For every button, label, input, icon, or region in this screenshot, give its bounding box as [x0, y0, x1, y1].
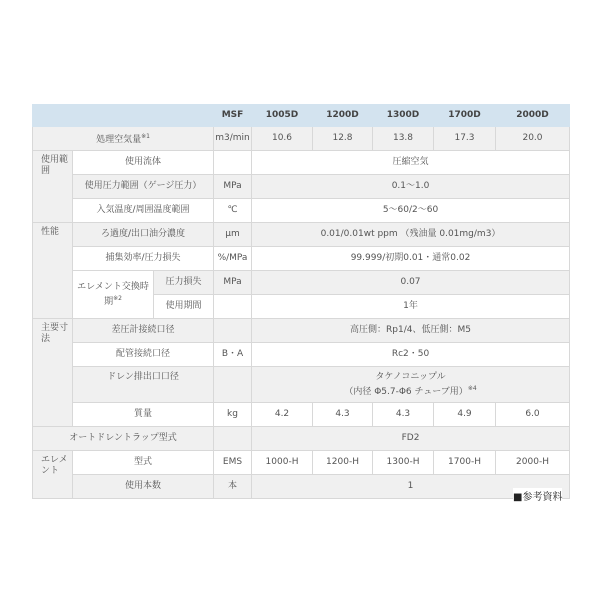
unit: EMS	[214, 451, 252, 475]
value: 0.07	[252, 271, 570, 295]
table-row	[33, 127, 570, 151]
row-label: 捕集効率/圧力損失	[73, 247, 214, 271]
value: 1700-H	[434, 451, 496, 475]
note: ※4	[467, 384, 477, 392]
value: 高圧側：Rp1/4、低圧側：M5	[252, 319, 570, 343]
model: 1005D	[252, 105, 313, 127]
table-row	[33, 271, 570, 295]
value: 圧縮空気	[252, 151, 570, 175]
group-label: 性能	[33, 223, 73, 319]
table-row	[33, 451, 570, 475]
row-label: オートドレントラップ型式	[33, 427, 214, 451]
header-row	[33, 105, 570, 127]
value: 1	[252, 475, 570, 499]
value: 5～60/2～60	[252, 199, 570, 223]
value: 0.01/0.01wt ppm （残油量 0.01mg/m3）	[252, 223, 570, 247]
row-label: 質量	[73, 403, 214, 427]
value: 0.1～1.0	[252, 175, 570, 199]
row-label: 使用圧力範囲（ゲージ圧力）	[73, 175, 214, 199]
value: 10.6	[252, 127, 313, 151]
unit: kg	[214, 403, 252, 427]
value: 12.8	[313, 127, 373, 151]
table-row	[33, 475, 570, 499]
value: 99.999/初期0.01・通常0.02	[252, 247, 570, 271]
value: 6.0	[496, 403, 570, 427]
note: ※2	[113, 294, 122, 302]
row-label: 差圧計接続口径	[73, 319, 214, 343]
group-label: 主要寸法	[33, 319, 73, 427]
table-row	[33, 427, 570, 451]
unit: B・A	[214, 343, 252, 367]
row-label: エレメント交換時期	[77, 281, 149, 307]
table-row	[33, 175, 570, 199]
value: 1300-H	[373, 451, 434, 475]
value: Rc2・50	[252, 343, 570, 367]
unit: 本	[214, 475, 252, 499]
row-label: ろ過度/出口油分濃度	[73, 223, 214, 247]
row-label: ドレン排出口口径	[73, 367, 214, 403]
value: 1000-H	[252, 451, 313, 475]
group-label: エレメント	[33, 451, 73, 499]
value: （内径 Φ5.7-Φ6 チューブ用）	[344, 386, 468, 397]
value: 2000-H	[496, 451, 570, 475]
table-row	[33, 247, 570, 271]
table-row	[33, 367, 570, 403]
note: ※1	[141, 133, 150, 140]
unit: %/MPa	[214, 247, 252, 271]
value: 4.9	[434, 403, 496, 427]
model-label: MSF	[214, 105, 252, 127]
row-label: 使用流体	[73, 151, 214, 175]
value: FD2	[252, 427, 570, 451]
reference-label: ■参考資料	[513, 488, 562, 503]
model: 2000D	[496, 105, 570, 127]
value: 4.3	[313, 403, 373, 427]
table-row	[33, 343, 570, 367]
model: 1200D	[313, 105, 373, 127]
group-label: 使用範囲	[33, 151, 73, 223]
row-label: 型式	[73, 451, 214, 475]
table-row	[33, 151, 570, 175]
unit: m3/min	[214, 127, 252, 151]
row-label: 配管接続口径	[73, 343, 214, 367]
value: 1200-H	[313, 451, 373, 475]
value: タケノコニップル	[375, 371, 446, 382]
value: 17.3	[434, 127, 496, 151]
table-row	[33, 319, 570, 343]
row-label: 使用期間	[154, 295, 214, 319]
row-label: 使用本数	[73, 475, 214, 499]
value: 1年	[252, 295, 570, 319]
row-label: 入気温度/周囲温度範囲	[73, 199, 214, 223]
model: 1700D	[434, 105, 496, 127]
unit: μm	[214, 223, 252, 247]
value: 20.0	[496, 127, 570, 151]
unit: ℃	[214, 199, 252, 223]
table-row	[33, 403, 570, 427]
value: 4.3	[373, 403, 434, 427]
value: 4.2	[252, 403, 313, 427]
row-label: 圧力損失	[154, 271, 214, 295]
unit: MPa	[214, 175, 252, 199]
value: 13.8	[373, 127, 434, 151]
spec-table	[32, 104, 570, 499]
model: 1300D	[373, 105, 434, 127]
table-row	[33, 223, 570, 247]
table-row	[33, 199, 570, 223]
row-label: 処理空気量	[96, 135, 142, 145]
unit: MPa	[214, 271, 252, 295]
